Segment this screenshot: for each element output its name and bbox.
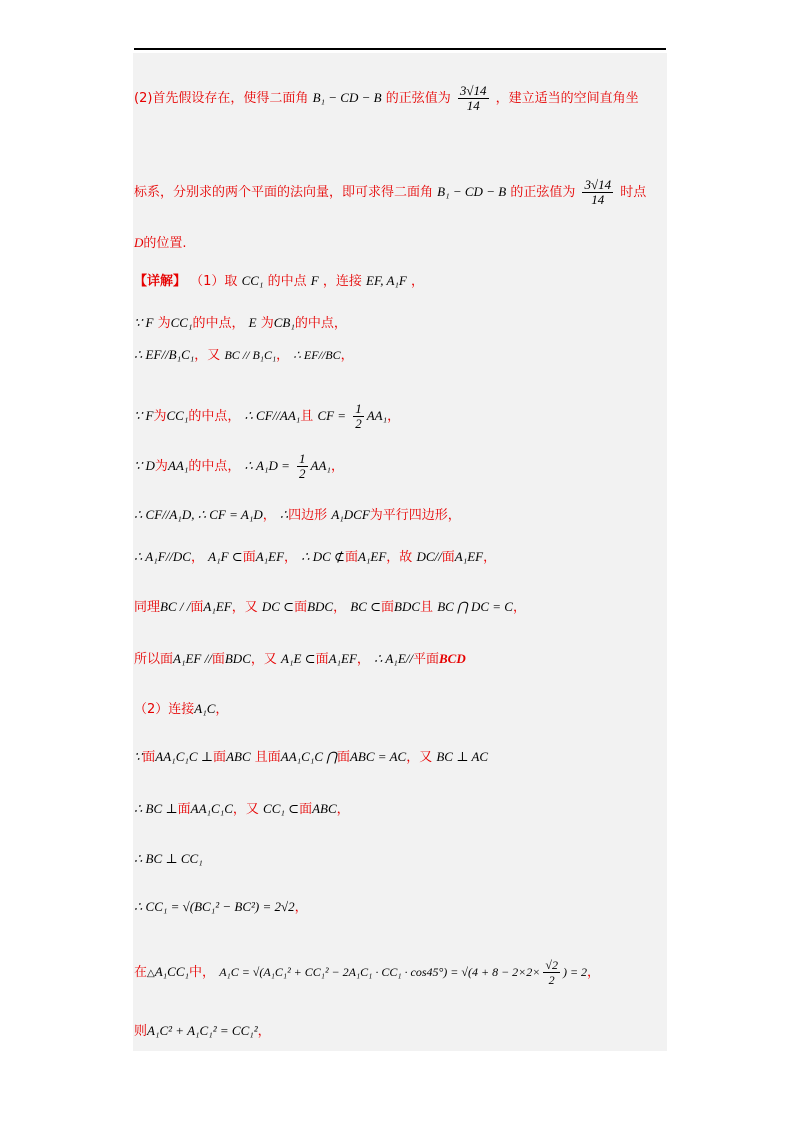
math: CF = xyxy=(317,408,347,423)
text: 的中点， xyxy=(294,316,347,331)
math: ABC xyxy=(312,801,337,816)
text: ，又 xyxy=(231,600,258,615)
solution-line-6 xyxy=(134,506,461,525)
text: 为 xyxy=(153,316,171,331)
text: 为 xyxy=(154,459,168,474)
triangle-symbol: △ xyxy=(147,968,155,979)
text: ， xyxy=(587,965,601,980)
math: EF, A₁F xyxy=(366,273,407,288)
text: 的位置. xyxy=(143,236,187,251)
text: 所以面 xyxy=(134,652,174,667)
text: ，建立适当的空间直角坐 xyxy=(495,91,639,106)
text: ，连接 xyxy=(322,274,362,289)
text: 的正弦值为 xyxy=(385,91,451,106)
math: ∵ D xyxy=(134,458,155,473)
text: 在 xyxy=(134,965,148,980)
text: 面 xyxy=(441,550,455,565)
math: F xyxy=(310,273,319,288)
text: 时点 xyxy=(620,185,647,200)
math: A₁F ⊂ xyxy=(208,549,243,564)
math: ∴ A₁D = xyxy=(244,458,290,473)
text: ，又 xyxy=(406,750,433,765)
text: 且面 xyxy=(254,750,281,765)
math: DC ⊂ xyxy=(261,599,295,614)
math: ∴ CF//AA₁ xyxy=(244,408,301,423)
fraction-sine-value xyxy=(458,84,489,113)
text: ， xyxy=(411,274,425,289)
numerator: 3√14 xyxy=(459,83,487,98)
math: ∴ EF//B₁C₁ xyxy=(134,347,195,362)
math: BDC xyxy=(394,599,421,614)
header-rule xyxy=(134,48,666,50)
text: ， xyxy=(483,550,497,565)
text: 的中点， xyxy=(192,316,245,331)
math: AA₁C₁C ⋂ xyxy=(280,749,337,764)
text: 四边形 xyxy=(288,508,328,523)
text: 的中点 xyxy=(267,274,307,289)
math: CC₁ xyxy=(166,408,189,423)
math: BCD xyxy=(439,651,466,666)
math-dihedral: B₁ − CD − B xyxy=(312,90,382,105)
text: 同理 xyxy=(134,600,161,615)
solution-line-9 xyxy=(134,650,466,669)
math: A₁EF xyxy=(357,549,387,564)
math: ABC = AC xyxy=(349,749,407,764)
math: ∴ A₁F//DC xyxy=(134,549,191,564)
math: ∴ BC ⊥ CC₁ xyxy=(134,851,203,866)
math: A₁C xyxy=(194,701,216,716)
text: 面 xyxy=(315,652,329,667)
numerator: 3√14 xyxy=(584,177,612,192)
text: ，又 xyxy=(232,802,259,817)
analysis-line-3 xyxy=(134,234,187,253)
text: 且 xyxy=(420,600,434,615)
text: 面 xyxy=(213,750,227,765)
math: ∴ BC ⊥ xyxy=(134,801,178,816)
text: 面 xyxy=(336,750,350,765)
math: AA₁C₁C ⊥ xyxy=(155,749,214,764)
math: ∵ xyxy=(134,749,143,764)
math: ∴ DC ⊄ xyxy=(301,549,345,564)
math: BDC xyxy=(307,599,334,614)
text: ， xyxy=(215,702,229,717)
math: CC₁ xyxy=(170,315,193,330)
text: 标系，分别求的两个平面的法向量，即可求得二面角 xyxy=(134,185,434,200)
text: ，故 xyxy=(386,550,413,565)
text: （2）连接 xyxy=(134,702,195,717)
text: 为 xyxy=(256,316,274,331)
math: BC / / xyxy=(160,599,191,614)
text: ， xyxy=(512,600,526,615)
text: 面 xyxy=(344,550,358,565)
math: ABC xyxy=(226,749,251,764)
text: ， xyxy=(190,550,204,565)
text: 面 xyxy=(211,652,225,667)
math: AA₁C₁C xyxy=(190,801,233,816)
detail-header: 【详解】 xyxy=(134,274,187,289)
text: ， xyxy=(336,802,350,817)
denominator: 2 xyxy=(299,466,306,481)
solution-line-15 xyxy=(134,958,600,987)
math: A₁E ⊂ xyxy=(281,651,316,666)
math: AA₁ xyxy=(310,458,331,473)
text: ， xyxy=(340,348,354,363)
text: ， xyxy=(294,900,308,915)
text: 的中点， xyxy=(188,459,241,474)
math: ∴ CC₁ = √(BC₁² − BC²) = 2√2 xyxy=(134,899,295,914)
text: 面 xyxy=(381,600,395,615)
solution-line-5 xyxy=(134,452,344,481)
analysis-line-1 xyxy=(134,84,639,113)
math: A₁C = √(A₁C₁² + CC₁² − 2A₁C₁ · CC₁ · cos45°) = √(4 + 8 − 2×2× xyxy=(219,965,541,979)
math: AA₁ xyxy=(366,408,388,423)
text: ，又 xyxy=(250,652,277,667)
math: A₁EF xyxy=(203,599,232,614)
text: ， xyxy=(257,1024,271,1039)
math-dihedral: B₁ − CD − B xyxy=(437,184,507,199)
math: AA₁ xyxy=(167,458,189,473)
solution-line-3 xyxy=(134,346,354,365)
math: A₁EF xyxy=(255,549,285,564)
solution-line-1 xyxy=(134,272,424,291)
denominator: 14 xyxy=(466,98,480,113)
math: ∵ F xyxy=(134,315,154,330)
text: 平面 xyxy=(413,652,440,667)
solution-line-13 xyxy=(134,850,203,869)
math: ∴ CF//A₁D, ∴ CF = A₁D xyxy=(134,507,263,522)
denominator: 2 xyxy=(548,973,555,987)
math: BC ⊥ AC xyxy=(436,749,489,764)
math: ∴ A₁E// xyxy=(374,651,413,666)
text: ，又 xyxy=(194,348,221,363)
math: E xyxy=(248,315,257,330)
math: CB₁ xyxy=(273,315,295,330)
text: ， xyxy=(333,600,347,615)
numerator: 1 xyxy=(355,401,362,416)
solution-line-8 xyxy=(134,598,526,617)
text: 面 xyxy=(177,802,191,817)
math: ∴ EF//BC xyxy=(293,348,341,362)
math: CC₁ xyxy=(241,273,264,288)
text: 面 xyxy=(190,600,204,615)
denominator: 14 xyxy=(591,192,605,207)
text: 为平行四边形， xyxy=(369,508,461,523)
text: 面 xyxy=(142,750,156,765)
solution-line-4 xyxy=(134,402,400,431)
text: (2)首先假设存在，使得二面角 xyxy=(134,91,309,106)
math: A₁C² + A₁C₁² = CC₁² xyxy=(147,1023,258,1038)
text: 则 xyxy=(134,1024,148,1039)
denominator: 2 xyxy=(355,416,362,431)
math: A₁EF // xyxy=(173,651,212,666)
fraction-root2-over-2 xyxy=(543,958,560,987)
math: ∵ F xyxy=(134,408,154,423)
solution-line-10 xyxy=(134,700,228,719)
analysis-line-2 xyxy=(134,178,646,207)
text: 的中点， xyxy=(188,409,241,424)
text: ， xyxy=(330,459,344,474)
math: ) = 2 xyxy=(562,965,588,979)
text: 且 xyxy=(300,409,314,424)
text: （1）取 xyxy=(190,274,238,289)
numerator: 1 xyxy=(299,451,306,466)
text: ， xyxy=(284,550,298,565)
text: ， xyxy=(262,508,276,523)
numerator: √2 xyxy=(545,958,558,972)
math: ∴ xyxy=(279,507,289,522)
math: BC ⊂ xyxy=(350,599,382,614)
text: 面 xyxy=(294,600,308,615)
solution-line-2 xyxy=(134,314,347,333)
math: BC ⋂ DC = C xyxy=(437,599,513,614)
math: BDC xyxy=(224,651,251,666)
solution-line-12 xyxy=(134,800,350,819)
math: A₁EF xyxy=(454,549,484,564)
text: 为 xyxy=(153,409,167,424)
text: 中， xyxy=(189,965,216,980)
math: A₁CC₁ xyxy=(154,964,190,979)
math: CC₁ ⊂ xyxy=(263,801,300,816)
point-D: D xyxy=(134,235,144,250)
solution-line-11 xyxy=(134,748,488,767)
text: ， xyxy=(276,348,290,363)
math: DC// xyxy=(416,549,442,564)
solution-line-16 xyxy=(134,1022,271,1041)
text: 的正弦值为 xyxy=(510,185,576,200)
solution-line-7 xyxy=(134,548,496,567)
text: ， xyxy=(387,409,401,424)
math: BC // B₁C₁ xyxy=(224,348,277,362)
text: 面 xyxy=(299,802,313,817)
math: A₁EF xyxy=(328,651,357,666)
fraction-half xyxy=(353,402,364,431)
solution-line-14 xyxy=(134,898,308,917)
text: ， xyxy=(356,652,370,667)
fraction-half xyxy=(297,452,308,481)
math: A₁DCF xyxy=(331,507,370,522)
fraction-sine-value xyxy=(582,178,613,207)
text: 面 xyxy=(242,550,256,565)
